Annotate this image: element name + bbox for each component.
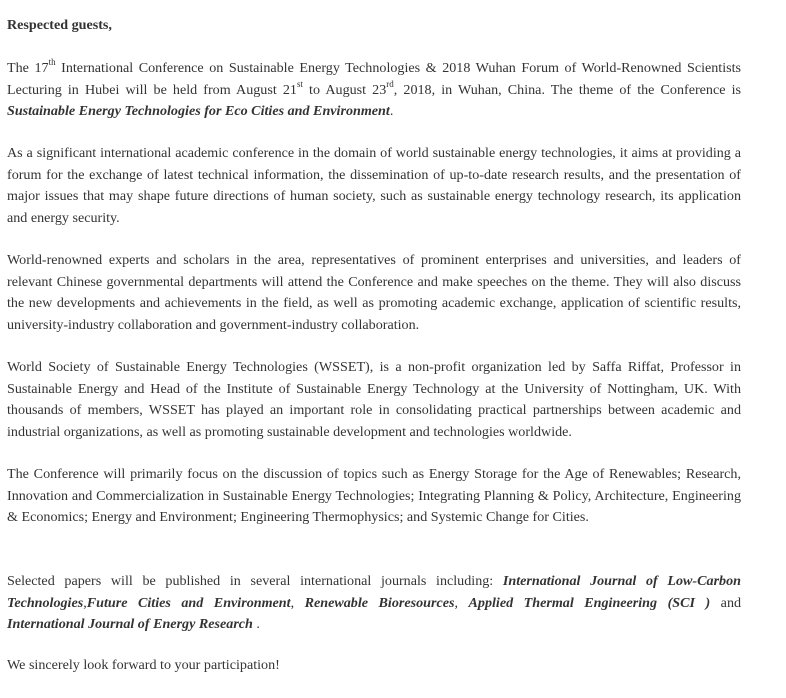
journal-separator: , xyxy=(290,594,305,611)
intro-text-b: International Conference on Sustainable Energy Technologies & 2018 Wuhan Forum of World-Renowned Scientists Lecturing in Hubei will be held from August 21 xyxy=(7,60,742,98)
journal-title: International Journal of Low-Carbon Technologies xyxy=(7,573,741,611)
journal-title: Applied Thermal Engineering (SCI ) xyxy=(468,594,711,611)
ordinal-suffix: rd xyxy=(386,78,394,89)
journals-lead: Selected papers will be published in several international journals including: xyxy=(7,573,503,589)
journal-title: Renewable Bioresources xyxy=(304,594,455,611)
ordinal-suffix: th xyxy=(48,57,56,68)
intro-text-e: . xyxy=(389,103,394,120)
paragraph-wsset: World Society of Sustainable Energy Technologies (WSSET), is a non-profit organization led by Saffa Riffat, Professor in Sustainable Energy and Head of the Institute of Sustainable Energy Technology at the University of Nottingham, UK. With thousands of members, WSSET has played an important role in consolidating practical partnerships between academic and industrial organizations, as well as promoting sustainable development and technologies worldwide. xyxy=(7,359,741,440)
journals-end: . xyxy=(252,616,260,633)
intro-text-c: to August 23 xyxy=(302,81,387,98)
intro-text-a: The 17 xyxy=(7,60,49,76)
intro-text-d: , 2018, in Wuhan, China. The theme of the Conference is xyxy=(393,81,741,98)
closing-line: We sincerely look forward to your participation! xyxy=(7,657,280,673)
journal-title: Future Cities and Environment xyxy=(86,594,291,611)
journal-conjunction: and xyxy=(710,594,742,611)
greeting: Respected guests, xyxy=(7,17,112,33)
paragraph-attendees: World-renowned experts and scholars in the area, representatives of prominent enterprises and universities, and leaders of relevant Chinese governmental departments will attend the Conference and make speeches on the theme. They will also discuss the new developments and achievements in the field, as well as promoting academic exchange, application of scientific results, university-industry collaboration and government-industry collaboration. xyxy=(7,252,741,333)
ordinal-suffix: st xyxy=(296,78,303,89)
paragraph-aims: As a significant international academic conference in the domain of world sustainable energy technologies, it aims at providing a forum for the exchange of latest technical information, the dissemination of up-to-date research results, and the presentation of major issues that may shape future directions of human society, such as sustainable energy technology research, its application and energy security. xyxy=(7,145,741,226)
paragraph-intro xyxy=(7,58,741,123)
journal-title: International Journal of Energy Research xyxy=(7,616,253,633)
paragraph-journals xyxy=(7,571,741,636)
paragraph-topics: The Conference will primarily focus on the discussion of topics such as Energy Storage for the Age of Renewables; Research, Innovation and Commercialization in Sustainable Energy Technologies; Integrating Planning & Policy, Architecture, Engineering & Economics; Energy and Environment; Engineering Thermophysics; and Systemic Change for Cities. xyxy=(7,466,741,526)
journal-separator: , xyxy=(454,594,469,611)
conference-theme: Sustainable Energy Technologies for Eco Cities and Environment xyxy=(7,103,390,120)
journal-separator: , xyxy=(83,594,87,611)
